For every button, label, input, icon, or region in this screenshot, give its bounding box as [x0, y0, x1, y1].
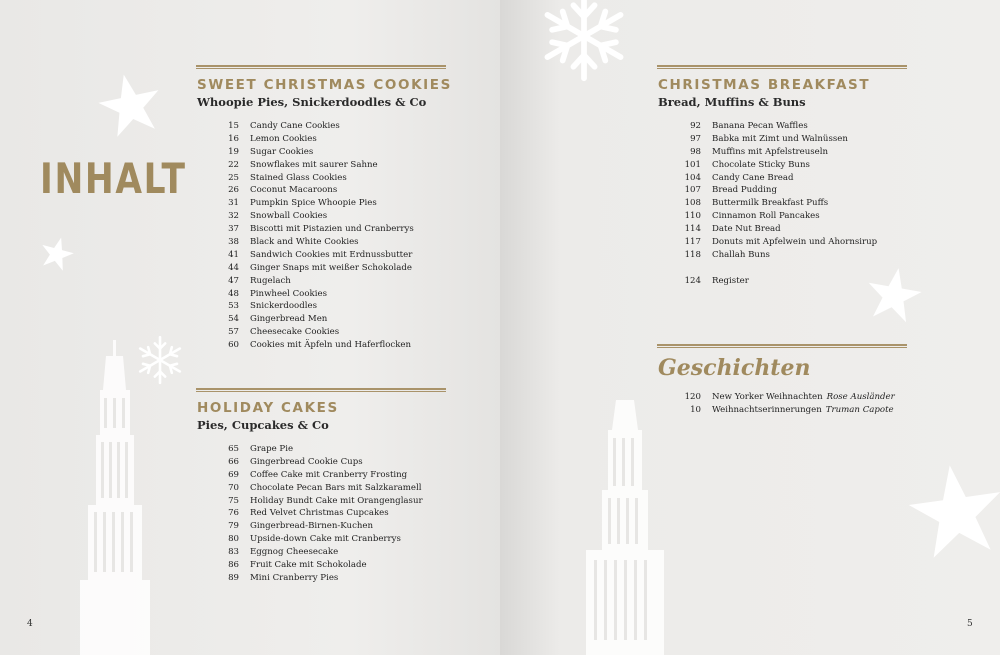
toc-entry-title: Upside-down Cake mit Cranberrys: [250, 534, 401, 545]
toc-page-number: 86: [228, 560, 239, 571]
toc-entry[interactable]: [215, 339, 414, 352]
toc-page-number: 65: [228, 444, 239, 454]
toc-entry[interactable]: [215, 482, 423, 495]
section-title-breakfast: CHRISTMAS BREAKFAST: [658, 77, 871, 93]
toc-page-number: 108: [684, 198, 701, 209]
toc-page-number: 48: [228, 288, 239, 299]
toc-entry-title: Gingerbread-Birnen-Kuchen: [250, 521, 374, 532]
toc-page-number: 26: [228, 185, 239, 196]
toc-entry[interactable]: [215, 507, 423, 520]
toc-entry[interactable]: [215, 210, 414, 223]
toc-entry[interactable]: [215, 456, 423, 469]
toc-list-cookies: [215, 120, 414, 352]
toc-page-number: 101: [684, 159, 701, 170]
toc-list-breakfast: [677, 120, 877, 262]
toc-page-number: 57: [228, 327, 239, 338]
toc-entry-title: Chocolate Pecan Bars mit Salzkaramell: [250, 482, 422, 493]
toc-page-number: 15: [228, 121, 239, 131]
toc-entry-title: Snickerdoodles: [250, 301, 317, 312]
toc-page-number: 75: [228, 495, 239, 506]
toc-page-number: 92: [690, 121, 701, 131]
toc-page-number: 83: [228, 547, 239, 558]
toc-entry-title: Coffee Cake mit Cranberry Frosting: [250, 469, 408, 480]
toc-page-number: 98: [690, 146, 701, 157]
toc-entry[interactable]: [215, 172, 414, 185]
right-page: [500, 0, 1000, 655]
toc-entry[interactable]: [215, 275, 414, 288]
toc-page-number: 117: [684, 237, 701, 248]
toc-entry-title: Eggnog Cheesecake: [250, 547, 339, 558]
toc-page-number: 19: [228, 146, 239, 157]
toc-entry-author: Rose Ausländer: [826, 392, 895, 402]
toc-page-number: 25: [228, 172, 239, 183]
toc-page-number: 31: [228, 198, 239, 209]
toc-page-number: 10: [690, 404, 701, 415]
toc-page-number: 118: [684, 249, 701, 260]
toc-entry[interactable]: [215, 520, 423, 533]
toc-entry-author: Truman Capote: [825, 404, 894, 415]
toc-page-number: 54: [228, 314, 239, 325]
toc-page-number: 47: [228, 275, 239, 286]
toc-entry-title: Lemon Cookies: [250, 133, 317, 144]
toc-entry-title: Candy Cane Cookies: [250, 121, 340, 131]
toc-entry-title: Candy Cane Bread: [712, 172, 794, 183]
toc-page-number: 89: [228, 572, 239, 583]
toc-entry-title: Gingerbread Cookie Cups: [250, 456, 363, 467]
toc-entry-title: Grape Pie: [250, 444, 294, 454]
toc-entry-title: Snowball Cookies: [250, 211, 328, 222]
toc-entry[interactable]: [215, 133, 414, 146]
toc-entry-title: New Yorker Weihnachten: [712, 392, 823, 402]
toc-entry[interactable]: [677, 223, 877, 236]
page-number-right: 5: [967, 619, 973, 629]
toc-entry-title: Rugelach: [250, 275, 291, 286]
toc-entry[interactable]: [677, 159, 877, 172]
toc-entry-title: Red Velvet Christmas Cupcakes: [250, 508, 389, 519]
toc-entry[interactable]: [677, 236, 877, 249]
toc-entry-title: Ginger Snaps mit weißer Schokolade: [250, 262, 412, 273]
toc-entry[interactable]: [215, 184, 414, 197]
toc-entry[interactable]: [677, 172, 877, 185]
toc-page-number: 37: [228, 224, 239, 235]
toc-entry-title: Buttermilk Breakfast Puffs: [712, 198, 829, 209]
toc-entry-title: Fruit Cake mit Schokolade: [250, 560, 367, 571]
toc-entry-title: Sugar Cookies: [250, 146, 314, 157]
toc-list-cakes: [215, 443, 423, 585]
toc-page-number: 110: [684, 211, 701, 222]
page-number-left: 4: [27, 619, 33, 629]
toc-entry[interactable]: [677, 146, 877, 159]
star-icon: [36, 232, 78, 274]
toc-entry-title: Date Nut Bread: [712, 224, 781, 235]
toc-entry[interactable]: [215, 495, 423, 508]
toc-entry[interactable]: [215, 572, 423, 585]
section-title-cakes: HOLIDAY CAKES: [197, 400, 339, 416]
section-rule: [196, 388, 446, 392]
skyscraper-silhouette: [70, 340, 160, 655]
toc-entry[interactable]: [677, 197, 877, 210]
section-rule: [657, 65, 907, 69]
toc-entry[interactable]: [215, 146, 414, 159]
toc-entry-title: Mini Cranberry Pies: [250, 572, 339, 583]
toc-entry[interactable]: [215, 546, 423, 559]
toc-page-number: 97: [690, 133, 701, 144]
toc-entry[interactable]: [215, 300, 414, 313]
toc-entry[interactable]: [215, 120, 414, 133]
toc-entry-title: Cookies mit Äpfeln und Haferflocken: [250, 340, 412, 351]
toc-entry-title: Banana Pecan Waffles: [712, 121, 808, 131]
toc-page-number: 69: [228, 469, 239, 480]
section-rule: [196, 65, 446, 69]
page-title: INHALT: [40, 154, 187, 203]
toc-entry-title: Chocolate Sticky Buns: [712, 159, 810, 170]
toc-entry[interactable]: [215, 262, 414, 275]
toc-page-number: 120: [684, 392, 701, 402]
toc-entry[interactable]: [215, 223, 414, 236]
toc-page-number: 32: [228, 211, 239, 222]
toc-entry-register[interactable]: [677, 275, 749, 288]
toc-entry[interactable]: [677, 404, 895, 417]
star-icon: [862, 262, 927, 327]
toc-entry-title: Bread Pudding: [712, 185, 777, 196]
toc-page-number: 44: [228, 262, 239, 273]
toc-page-number: 114: [684, 224, 701, 235]
toc-entry[interactable]: [215, 533, 423, 546]
toc-entry[interactable]: [215, 236, 414, 249]
star-icon: [902, 456, 1000, 564]
skyscraper-silhouette: [580, 400, 670, 655]
toc-page-number: 41: [228, 249, 239, 260]
toc-entry[interactable]: [215, 326, 414, 339]
toc-entry-title: Holiday Bundt Cake mit Orangenglasur: [250, 495, 423, 506]
toc-entry-title: Weihnachtserinnerungen: [712, 404, 822, 415]
toc-entry[interactable]: [677, 391, 895, 404]
toc-page-number: 16: [228, 133, 239, 144]
toc-entry[interactable]: [215, 443, 423, 456]
toc-entry-title: Biscotti mit Pistazien und Cranberrys: [250, 224, 414, 235]
toc-entry-title: Stained Glass Cookies: [250, 172, 347, 183]
toc-entry[interactable]: [215, 469, 423, 482]
star-icon: [92, 66, 168, 142]
section-subtitle-cookies: Whoopie Pies, Snickerdoodles & Co: [197, 95, 427, 109]
toc-entry[interactable]: [677, 120, 877, 133]
section-subtitle-cakes: Pies, Cupcakes & Co: [197, 418, 329, 432]
toc-entry-title: Babka mit Zimt und Walnüssen: [712, 133, 848, 144]
toc-entry-title: Cheesecake Cookies: [250, 327, 340, 338]
toc-entry[interactable]: [677, 249, 877, 262]
toc-entry-title: Gingerbread Men: [250, 314, 328, 325]
toc-entry[interactable]: [215, 249, 414, 262]
toc-list-stories: [677, 391, 895, 417]
toc-page-number: 80: [228, 534, 239, 545]
toc-page-number: 79: [228, 521, 239, 532]
toc-entry[interactable]: [215, 313, 414, 326]
toc-entry[interactable]: [215, 288, 414, 301]
toc-entry-title: Snowflakes mit saurer Sahne: [250, 159, 378, 170]
toc-page-number: 70: [228, 482, 239, 493]
toc-list-register: [677, 275, 749, 288]
section-subtitle-breakfast: Bread, Muffins & Buns: [658, 95, 806, 109]
section-rule: [657, 344, 907, 348]
toc-entry[interactable]: [215, 197, 414, 210]
toc-entry-title: Sandwich Cookies mit Erdnussbutter: [250, 249, 413, 260]
toc-entry[interactable]: [677, 184, 877, 197]
toc-page-number: 104: [684, 172, 701, 183]
toc-entry[interactable]: [677, 210, 877, 223]
toc-entry[interactable]: [677, 133, 877, 146]
toc-entry-title: Coconut Macaroons: [250, 185, 338, 196]
toc-entry-title: Donuts mit Apfelwein und Ahornsirup: [712, 237, 878, 248]
toc-entry-title: Black and White Cookies: [250, 237, 359, 248]
snowflake-icon: [536, 0, 632, 84]
toc-entry-title: Pinwheel Cookies: [250, 288, 327, 299]
toc-entry[interactable]: [215, 559, 423, 572]
toc-page-number: 22: [228, 159, 239, 170]
toc-entry-title: Challah Buns: [712, 249, 770, 260]
toc-page-number: 38: [228, 237, 239, 248]
toc-entry-title: Register: [712, 276, 749, 286]
toc-page-number: 66: [228, 456, 239, 467]
toc-entry-title: Pumpkin Spice Whoopie Pies: [250, 198, 377, 209]
toc-page-number: 60: [228, 340, 239, 351]
toc-page-number: 76: [228, 508, 239, 519]
toc-page-number: 107: [684, 185, 701, 196]
toc-page-number: 124: [684, 276, 701, 286]
section-title-cookies: SWEET CHRISTMAS COOKIES: [197, 77, 452, 93]
toc-page-number: 53: [228, 301, 239, 312]
toc-entry-title: Muffins mit Apfelstreuseln: [712, 146, 829, 157]
toc-entry[interactable]: [215, 159, 414, 172]
section-title-stories: Geschichten: [658, 355, 811, 381]
toc-entry-title: Cinnamon Roll Pancakes: [712, 211, 820, 222]
